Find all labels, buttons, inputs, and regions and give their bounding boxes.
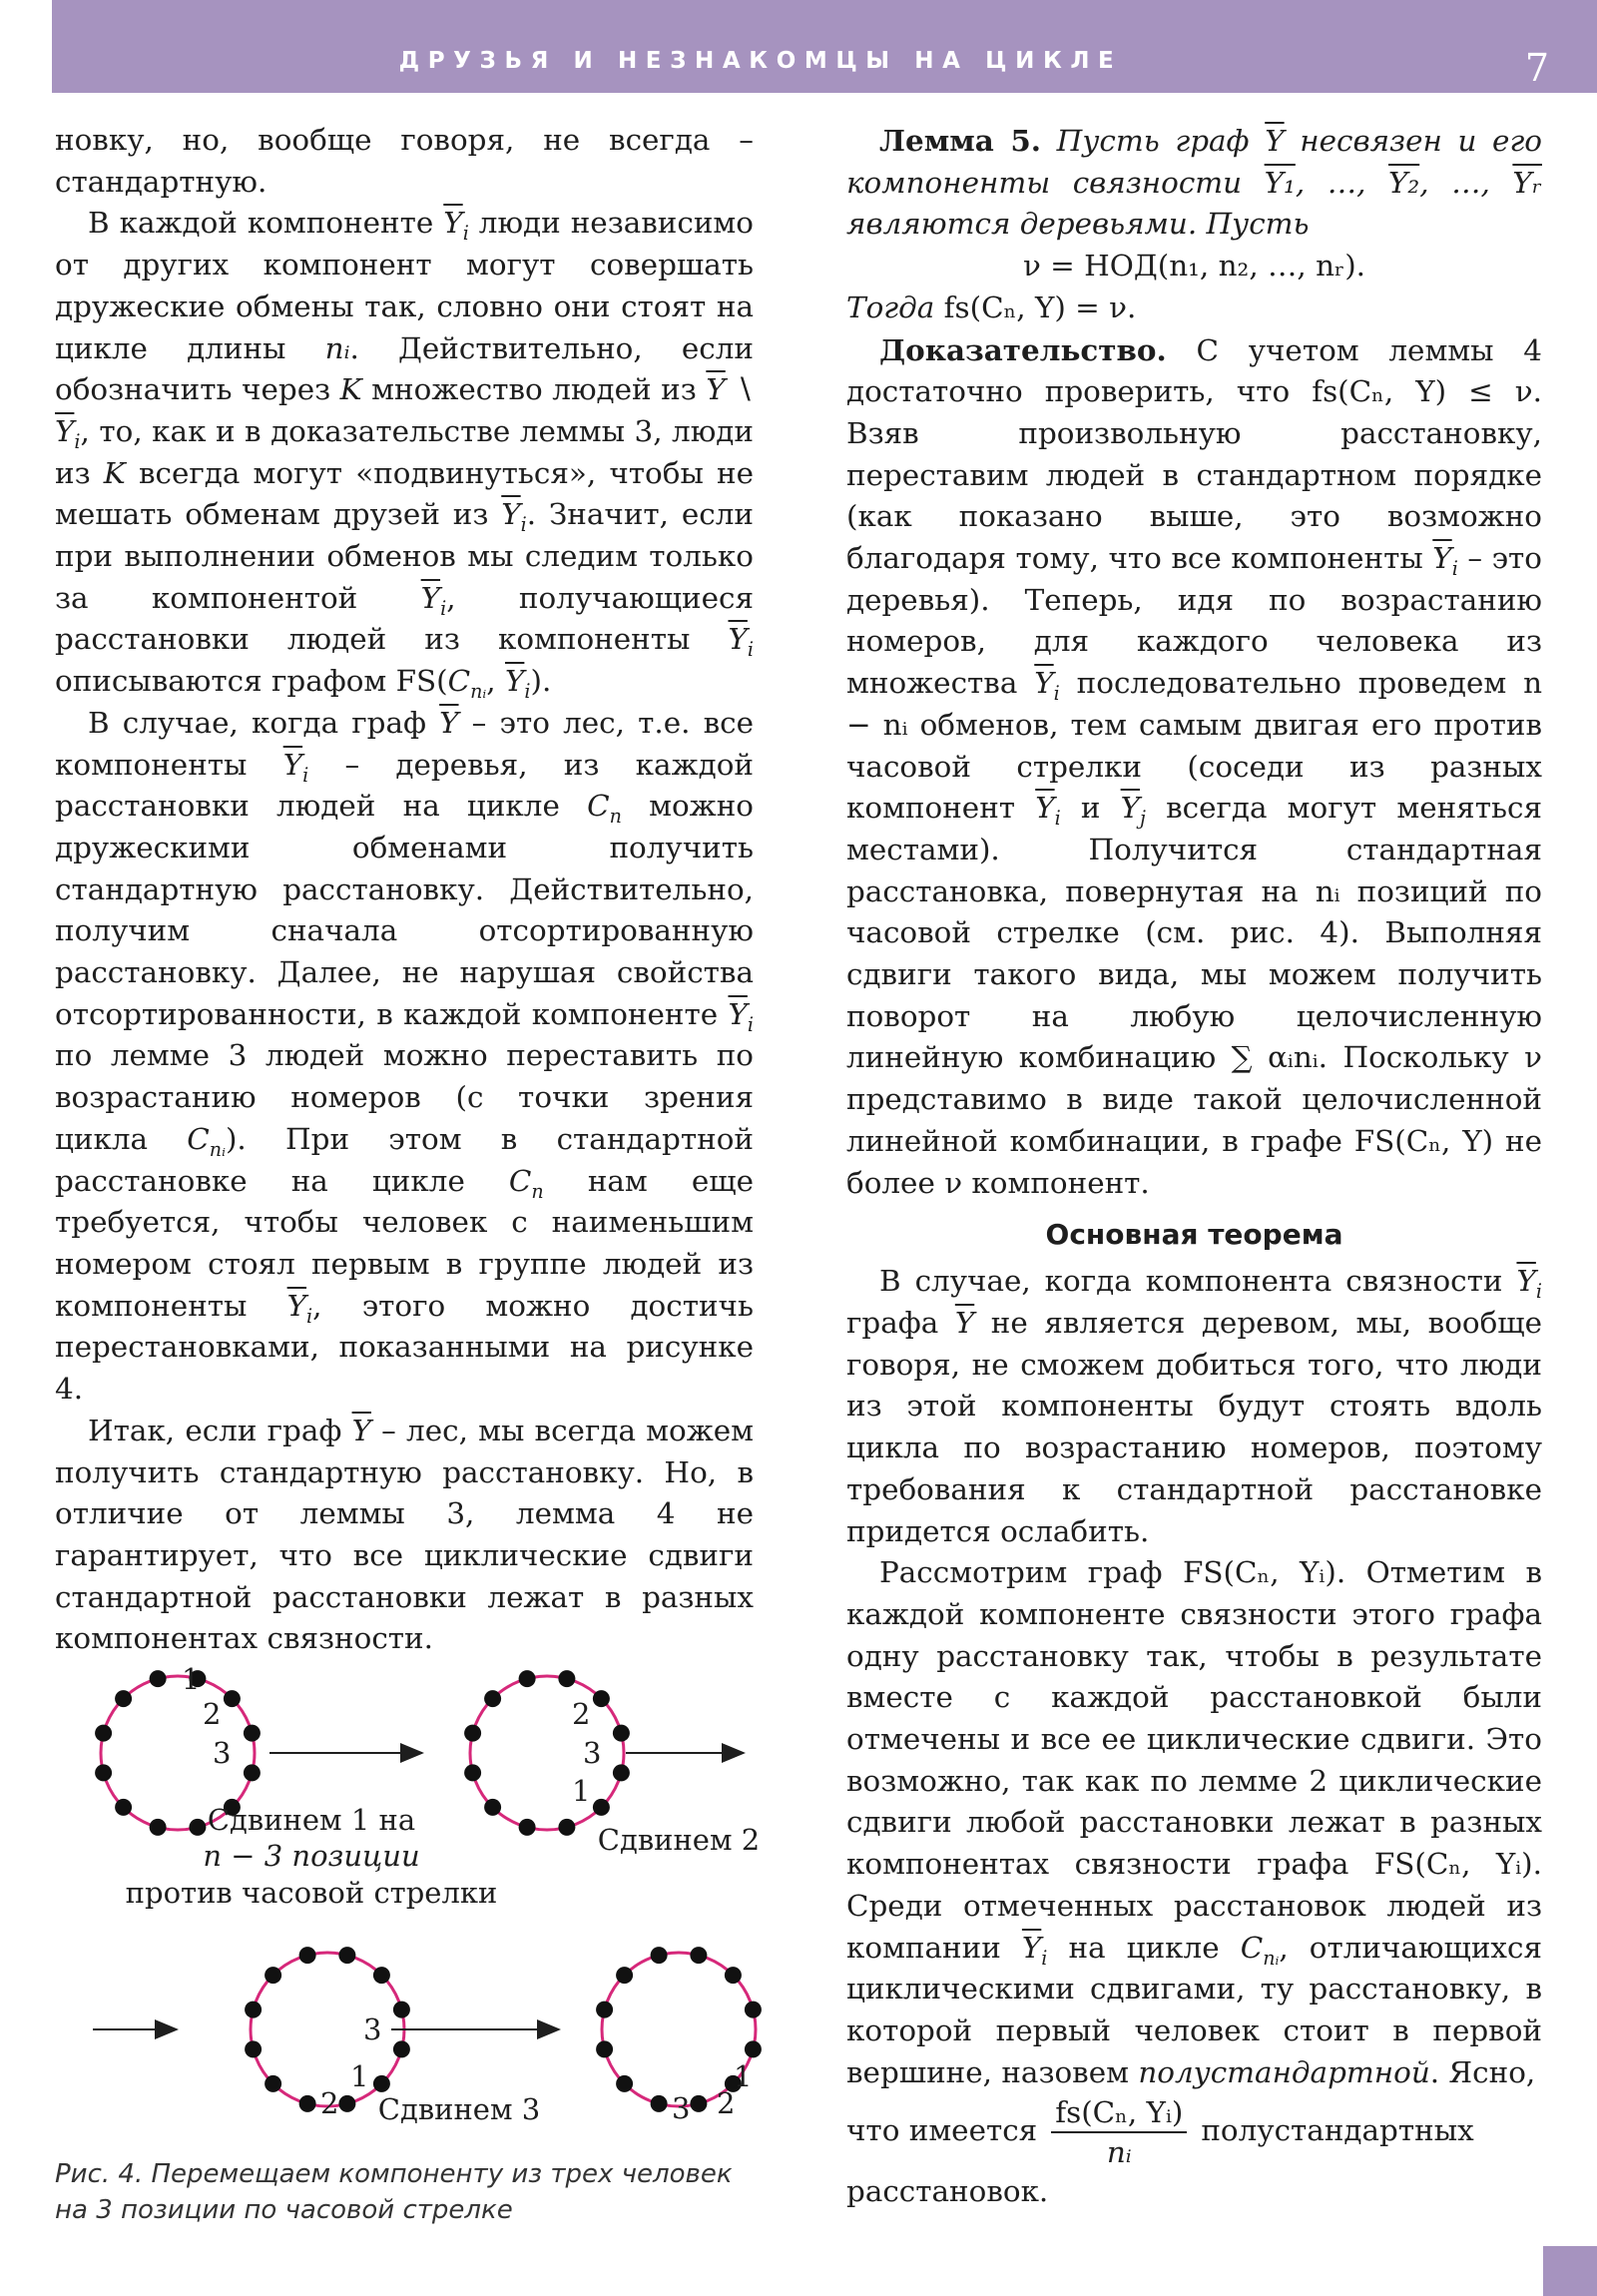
cycle-vertex: [245, 2040, 262, 2057]
figure-4: [55, 1657, 774, 2176]
vertex-label: 3: [672, 2091, 691, 2125]
cycle-vertex: [593, 1799, 610, 1816]
cycle-vertex: [690, 2095, 707, 2112]
cycle-vertex: [745, 2040, 762, 2057]
paragraph: В случае, когда компонента связности $\overline{Y}_i$ графа $\overline{Y}$ не является деревом, мы, вообще говоря, не сможем добиться того, что люди из этой компоненты будут стоять вдоль цикла по возрастанию номеров, поэтому требования к стандартной расстановке придется ослабить.: [846, 1264, 1543, 1548]
lemma: Лемма 5. Пусть граф $\overline{Y}$ несвязен и его компоненты связности Y₁, …, Y₂, …, $\overline{Yᵣ}$ являются деревьями. Пусть: [846, 123, 1542, 242]
vertex-label: 1: [572, 1774, 591, 1808]
cycle-vertex: [464, 1725, 481, 1742]
paragraph: что имеется $\frac{\text{fs(Cₙ, Yᵢ)}}{\text{nᵢ}}$ полустандартных расстановок.: [846, 2095, 1474, 2209]
cycle-vertex: [484, 1690, 501, 1707]
corner-tab: [1543, 2246, 1597, 2296]
step-caption: Сдвинем 2: [597, 1823, 761, 1857]
cycle-vertex: [150, 1670, 167, 1687]
cycle-vertex: [373, 1967, 390, 1984]
cycle-vertex: [115, 1799, 132, 1816]
cycle-vertex: [616, 2075, 633, 2092]
cycle-vertex: [115, 1690, 132, 1707]
vertex-label: 1: [350, 2059, 369, 2093]
cycle-vertex: [338, 1947, 355, 1964]
paragraph: В случае, когда граф $\overline{Y}$ – это лес, т.е. все компоненты $\overline{Y}_i$ – деревья, из каждой расстановки людей на цикле $C_n$ можно дружескими обменами получить стандартную расстановку. Действительно, получим сначала отсортированную расстановку. Далее, не нарушая свойства отсортированности, в каждой компоненте $\overline{Y}_i$ по лемме 3 людей можно переставить по возрастанию номеров (с точки зрения цикла $C_{nᵢ}$). При этом в стандартной расстановке на цикле $C_n$ нам еще требуется, чтобы человек с наименьшим номером стоял первым в группе людей из компоненты $\overline{Y}_i$, этого можно достичь перестановками, показанными на рисунке 4.: [55, 705, 754, 1407]
cycle-vertex: [593, 1690, 610, 1707]
cycle-vertex: [299, 2095, 316, 2112]
paragraph: Итак, если граф $\overline{Y}$ – лес, мы всегда можем получить стандартную расстановку. Но, в отличие от леммы 3, лемма 4 не гарантирует, что все циклические сдвиги стандартной расстановки лежат в разных компонентах связности.: [55, 1413, 754, 1656]
cycle-vertex: [373, 2075, 390, 2092]
formula: ν = НОД(n₁, n₂, …, nᵣ).: [1022, 249, 1366, 284]
vertex-label: 3: [213, 1736, 232, 1770]
running-title: ДРУЗЬЯ И НЕЗНАКОМЦЫ НА ЦИКЛЕ: [398, 48, 1123, 74]
vertex-label: 2: [320, 2086, 339, 2120]
cycle-vertex: [464, 1764, 481, 1781]
vertex-label: 2: [572, 1697, 591, 1731]
cycle-vertex: [265, 1967, 281, 1984]
cycle-vertex: [299, 1947, 316, 1964]
cycle-vertex: [745, 2002, 762, 2018]
cycle-vertex: [224, 1690, 241, 1707]
cycle-vertex: [244, 1764, 261, 1781]
cycle-vertex: [519, 1670, 536, 1687]
cycle-vertex: [484, 1799, 501, 1816]
lemma-conclusion: Тогда fs(Cₙ, Y) = ν.: [846, 289, 1137, 324]
cycle-vertex: [95, 1725, 112, 1742]
step-caption: Сдвинем 3: [377, 2092, 541, 2126]
paragraph: Рассмотрим граф FS(Cₙ, Yᵢ). Отметим в каждой компоненте связности этого графа одну расстановку так, чтобы в результате вместе с каждой расстановкой были отмечены и все ее циклические сдвиги. Это возможно, так как по лемме 2 циклические сдвиги любой расстановки лежат в разных компонентах связности графа FS(Cₙ, Yᵢ). Среди отмеченных расстановок людей из компании $\overline{Y}_i$ на цикле $C_{nᵢ}$, отличающихся циклическими сдвигами, ту расстановку, в которой первый человек стоит в первой вершине, назовем полустандартной. Ясно,: [846, 1555, 1543, 2089]
cycle-vertex: [265, 2075, 281, 2092]
right-column: [846, 120, 1542, 2213]
cycle-vertex: [596, 2040, 613, 2057]
cycle-vertex: [393, 2040, 410, 2057]
fraction: $\frac{\text{fs(Cₙ, Yᵢ)}}{\text{nᵢ}}$: [1051, 2093, 1187, 2171]
cycle-vertex: [150, 1819, 167, 1836]
cycle-vertex: [245, 2002, 262, 2018]
cycle-vertex: [393, 2002, 410, 2018]
section-title: Основная теорема: [1045, 1218, 1343, 1252]
cycle-diagram: [55, 1657, 774, 2156]
vertex-label: 2: [203, 1697, 222, 1731]
cycle-vertex: [613, 1725, 630, 1742]
vertex-label: 3: [583, 1736, 602, 1770]
cycle-vertex: [613, 1764, 630, 1781]
vertex-label: 2: [717, 2086, 736, 2120]
cycle-vertex: [558, 1670, 575, 1687]
vertex-label: 1: [182, 1662, 201, 1696]
cycle-vertex: [95, 1764, 112, 1781]
cycle-vertex: [690, 1947, 707, 1964]
cycle-vertex: [558, 1819, 575, 1836]
cycle-vertex: [189, 1819, 206, 1836]
paragraph: новку, но, вообще говоря, не всегда – стандартную.: [55, 123, 754, 199]
proof: Доказательство. С учетом леммы 4 достаточно проверить, что fs(Cₙ, Y) ≤ ν. Взяв произвольную расстановку, переставим людей в стандартном порядке (как показано выше, это возможно благодаря тому, что все компоненты $\overline{Y}_i$ – это деревья). Теперь, идя по возрастанию номеров, для каждого человека из множества $\overline{Y}_i$ последовательно проведем n − nᵢ обменов, тем самым двигая его против часовой стрелки (соседи из разных компонент $\overline{Y}_i$ и $\overline{Y}_j$ всегда могут меняться местами). Получится стандартная расстановка, повернутая на nᵢ позиций по часовой стрелке (см. рис. 4). Выполняя сдвиги такого вида, мы можем получить поворот на любую целочисленную линейную комбинацию ∑ αᵢnᵢ. Поскольку ν представимо в виде такой целочисленной линейной комбинации, в графе FS(Cₙ, Y) не более ν компонент.: [846, 331, 1543, 1200]
paragraph: В каждой компоненте $\overline{Y}_i$ люди независимо от других компонент могут совершать дружеские обмены так, словно они стоят на цикле длины nᵢ. Действительно, если обозначить через K множество людей из $\overline{Y}$ ∖ $\overline{Y}_i$, то, как и в доказательстве леммы 3, люди из K всегда могут «подвинуться», чтобы не мешать обменам друзей из $\overline{Y}_i$. Значит, если при выполнении обменов мы следим только за компонентой $\overline{Y}_i$, получающиеся расстановки людей из компоненты $\overline{Y}_i$ описываются графом $FS(C_{nᵢ}$, $\overline{Y}_i$).: [55, 206, 755, 704]
step-caption: Сдвинем 1 на: [207, 1803, 416, 1837]
cycle-vertex: [725, 1967, 742, 1984]
step-caption: против часовой стрелки: [125, 1876, 498, 1910]
cycle-vertex: [651, 2095, 668, 2112]
cycle-vertex: [519, 1819, 536, 1836]
left-column: [55, 120, 754, 1660]
cycle-vertex: [338, 2095, 355, 2112]
cycle-vertex: [244, 1725, 261, 1742]
step-caption: n − 3 позиции: [203, 1839, 420, 1873]
vertex-label: 1: [734, 2059, 753, 2093]
page-header: [52, 0, 1597, 93]
page-number: 7: [1524, 46, 1549, 90]
figure-caption: Рис. 4. Перемещаем компоненту из трех человек на 3 позиции по часовой стрелке: [55, 2159, 733, 2225]
vertex-label: 3: [363, 2012, 382, 2046]
cycle-vertex: [596, 2002, 613, 2018]
cycle-vertex: [616, 1967, 633, 1984]
cycle-vertex: [651, 1947, 668, 1964]
